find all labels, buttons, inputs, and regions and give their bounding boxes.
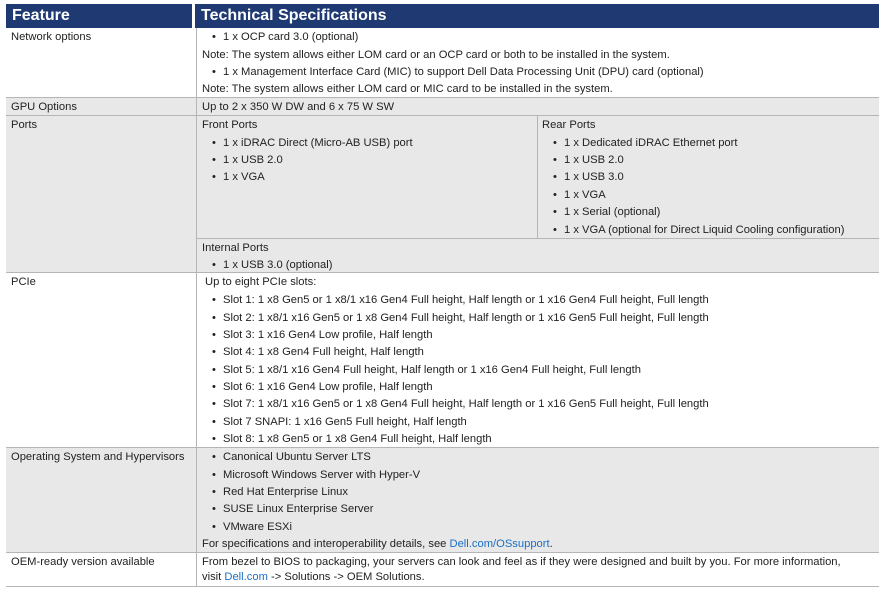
oem-feature-label: OEM-ready version available [11, 556, 155, 568]
specs-column-header: Technical Specifications [195, 4, 879, 28]
oem-description: From bezel to BIOS to packaging, your servers can look and feel as if they were designed and built by you. For more information, [202, 556, 841, 568]
list-item: • 1 x VGA (optional for Direct Liquid Cooling configuration) [553, 224, 845, 236]
internal-ports-title: Internal Ports [202, 242, 269, 254]
row-divider [6, 447, 879, 448]
list-item: • Microsoft Windows Server with Hyper-V [212, 469, 421, 481]
list-item: • Slot 3: 1 x16 Gen4 Low profile, Half length [212, 329, 433, 341]
list-item: • 1 x VGA [553, 189, 606, 201]
ports-feature-label: Ports [11, 119, 38, 131]
row-divider [6, 586, 879, 587]
pcie-intro: Up to eight PCIe slots: [205, 276, 317, 288]
list-item: • Canonical Ubuntu Server LTS [212, 451, 371, 463]
feature-column-header: Feature [6, 4, 192, 28]
list-item: • 1 x USB 3.0 (optional) [212, 259, 333, 271]
list-item: • Slot 4: 1 x8 Gen4 Full height, Half length [212, 346, 424, 358]
row-divider [6, 97, 879, 98]
gpu-row [6, 98, 879, 116]
network-feature-label: Network options [11, 31, 92, 43]
row-divider [6, 115, 879, 116]
list-item: • Slot 7 SNAPI: 1 x16 Gen5 Full height, Half length [212, 416, 467, 428]
dell-link[interactable]: Dell.com [224, 571, 268, 583]
list-item: • Slot 1: 1 x8 Gen5 or 1 x8/1 x16 Gen4 Full height, Half length or 1 x16 Gen4 Full height, Full length [212, 294, 709, 306]
list-item: • Slot 2: 1 x8/1 x16 Gen5 or 1 x8 Gen4 Full height, Half length or 1 x16 Gen5 Full height, Full length [212, 312, 709, 324]
os-support-note: For specifications and interoperability details, see Dell.com/OSsupport. [202, 538, 553, 550]
os-support-link[interactable]: Dell.com/OSsupport [449, 538, 550, 550]
column-divider [196, 28, 197, 586]
gpu-value: Up to 2 x 350 W DW and 6 x 75 W SW [202, 101, 395, 113]
ports-column-divider [537, 116, 538, 238]
gpu-feature-label: GPU Options [11, 101, 77, 113]
row-divider [6, 552, 879, 553]
os-feature-label: Operating System and Hypervisors [11, 451, 185, 463]
list-item: • Slot 7: 1 x8/1 x16 Gen5 or 1 x8 Gen4 Full height, Half length or 1 x16 Gen5 Full height, Full length [212, 398, 709, 410]
front-ports-title: Front Ports [202, 119, 258, 131]
oem-visit-line: visit Dell.com -> Solutions -> OEM Solutions. [202, 571, 425, 583]
list-item: • Red Hat Enterprise Linux [212, 486, 348, 498]
list-item: • 1 x Serial (optional) [553, 206, 661, 218]
ports-internal-divider [197, 238, 879, 239]
note-text: Note: The system allows either LOM card or an OCP card or both to be installed in the system. [202, 49, 670, 61]
pcie-feature-label: PCIe [11, 276, 36, 288]
list-item: • 1 x USB 3.0 [553, 171, 624, 183]
list-item: • 1 x iDRAC Direct (Micro-AB USB) port [212, 137, 413, 149]
row-divider [6, 272, 879, 273]
list-item: • 1 x Management Interface Card (MIC) to support Dell Data Processing Unit (DPU) card (optional) [212, 66, 704, 78]
ports-row [6, 116, 879, 273]
list-item: • Slot 6: 1 x16 Gen4 Low profile, Half length [212, 381, 433, 393]
list-item: • 1 x USB 2.0 [212, 154, 283, 166]
list-item: • Slot 8: 1 x8 Gen5 or 1 x8 Gen4 Full height, Half length [212, 433, 492, 445]
list-item: • 1 x VGA [212, 171, 265, 183]
list-item: • 1 x Dedicated iDRAC Ethernet port [553, 137, 738, 149]
list-item: • Slot 5: 1 x8/1 x16 Gen4 Full height, Half length or 1 x16 Gen4 Full height, Full length [212, 364, 641, 376]
list-item: • VMware ESXi [212, 521, 293, 533]
list-item: • 1 x USB 2.0 [553, 154, 624, 166]
rear-ports-title: Rear Ports [542, 119, 596, 131]
list-item: • 1 x OCP card 3.0 (optional) [212, 31, 359, 43]
list-item: • SUSE Linux Enterprise Server [212, 503, 374, 515]
note-text: Note: The system allows either LOM card or MIC card to be installed in the system. [202, 83, 613, 95]
